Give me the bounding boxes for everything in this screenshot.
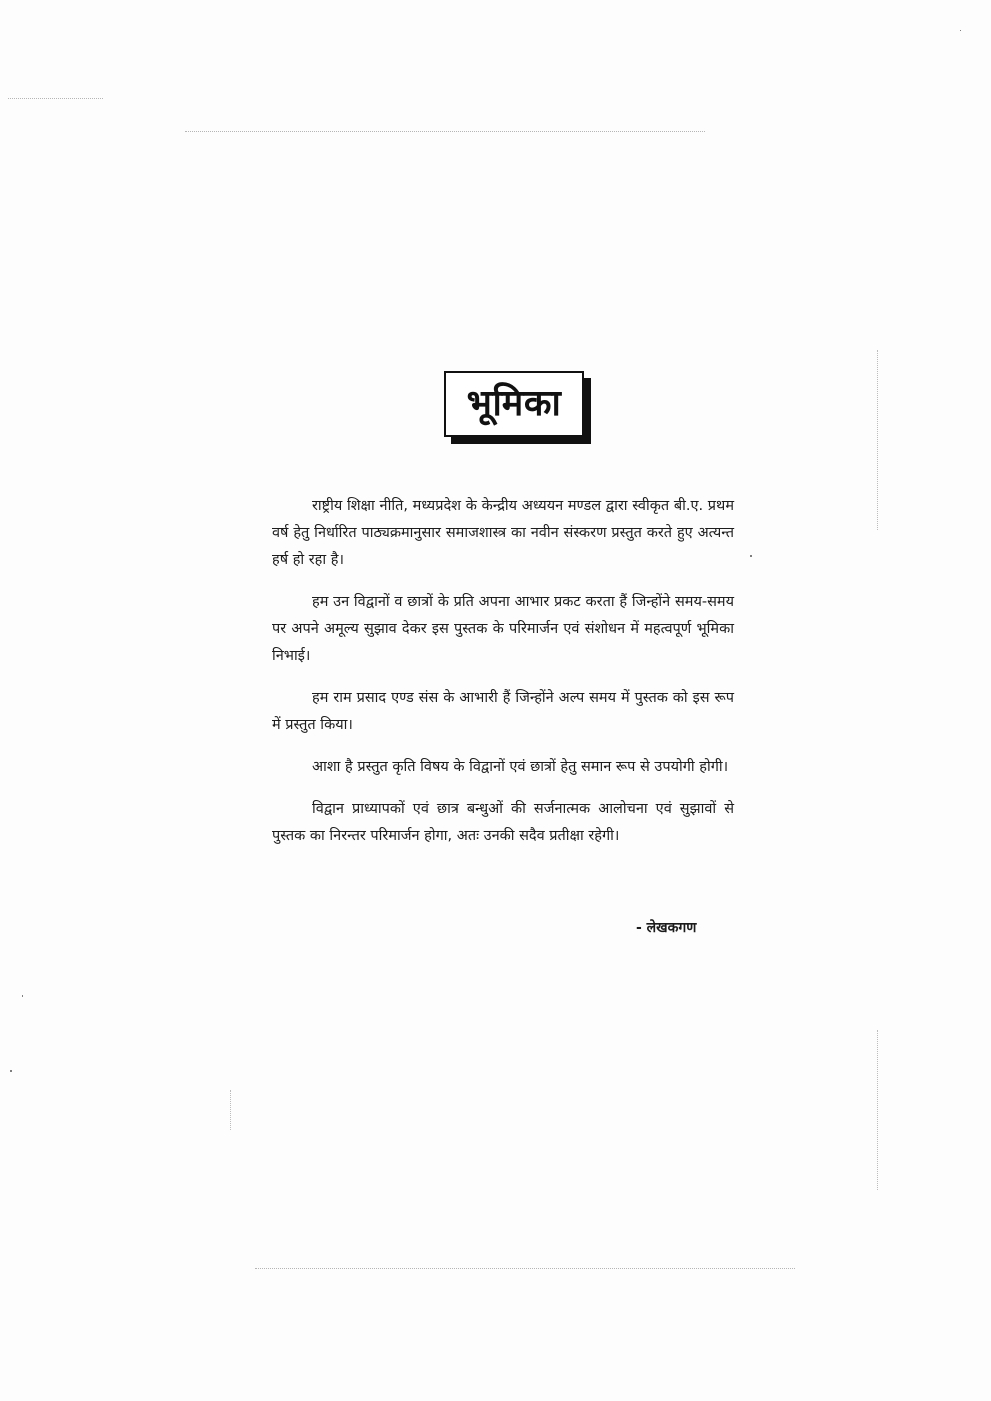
paragraph-5: विद्वान प्राध्यापकों एवं छात्र बन्धुओं की सर्जनात्मक आलोचना एवं सुझावों से पुस्तक का निरन्तर परिमार्जन होगा, अतः उनकी सदैव प्रतीक्षा रहेगी। xyxy=(272,801,734,844)
paragraph-3: हम राम प्रसाद एण्ड संस के आभारी हैं जिन्होंने अल्प समय में पुस्तक को इस रूप में प्रस्तुत किया। xyxy=(272,690,734,733)
preface-body xyxy=(272,493,734,865)
signature: - लेखकगण xyxy=(636,920,697,936)
paragraph-4: आशा है प्रस्तुत कृति विषय के विद्वानों एवं छात्रों हेतु समान रूप से उपयोगी होगी। xyxy=(312,759,729,775)
scan-artifact-right-1 xyxy=(877,350,878,530)
scan-speck xyxy=(10,1070,12,1072)
paragraph-1: राष्ट्रीय शिक्षा नीति, मध्यप्रदेश के केन्द्रीय अध्ययन मण्डल द्वारा स्वीकृत बी.ए. प्रथम वर्ष हेतु निर्धारित पाठ्यक्रमानुसार समाजशास्त्र का नवीन संस्करण प्रस्तुत करते हुए अत्यन्त हर्ष हो रहा है। xyxy=(272,498,734,568)
scan-artifact-right-2 xyxy=(877,1030,878,1190)
scan-artifact-topleft xyxy=(8,98,103,99)
scan-speck xyxy=(22,995,23,997)
page-title: भूमिका xyxy=(466,383,562,424)
paragraph-2: हम उन विद्वानों व छात्रों के प्रति अपना आभार प्रकट करता हैं जिन्होंने समय-समय पर अपने अमूल्य सुझाव देकर इस पुस्तक के परिमार्जन एवं संशोधन में महत्वपूर्ण भूमिका निभाई। xyxy=(272,594,734,664)
scan-artifact-top xyxy=(185,131,705,132)
title-box xyxy=(444,371,584,437)
scan-artifact-left xyxy=(230,1090,231,1130)
scan-speck xyxy=(750,555,752,557)
scan-artifact-bottom xyxy=(255,1268,795,1269)
scan-speck xyxy=(960,30,961,31)
